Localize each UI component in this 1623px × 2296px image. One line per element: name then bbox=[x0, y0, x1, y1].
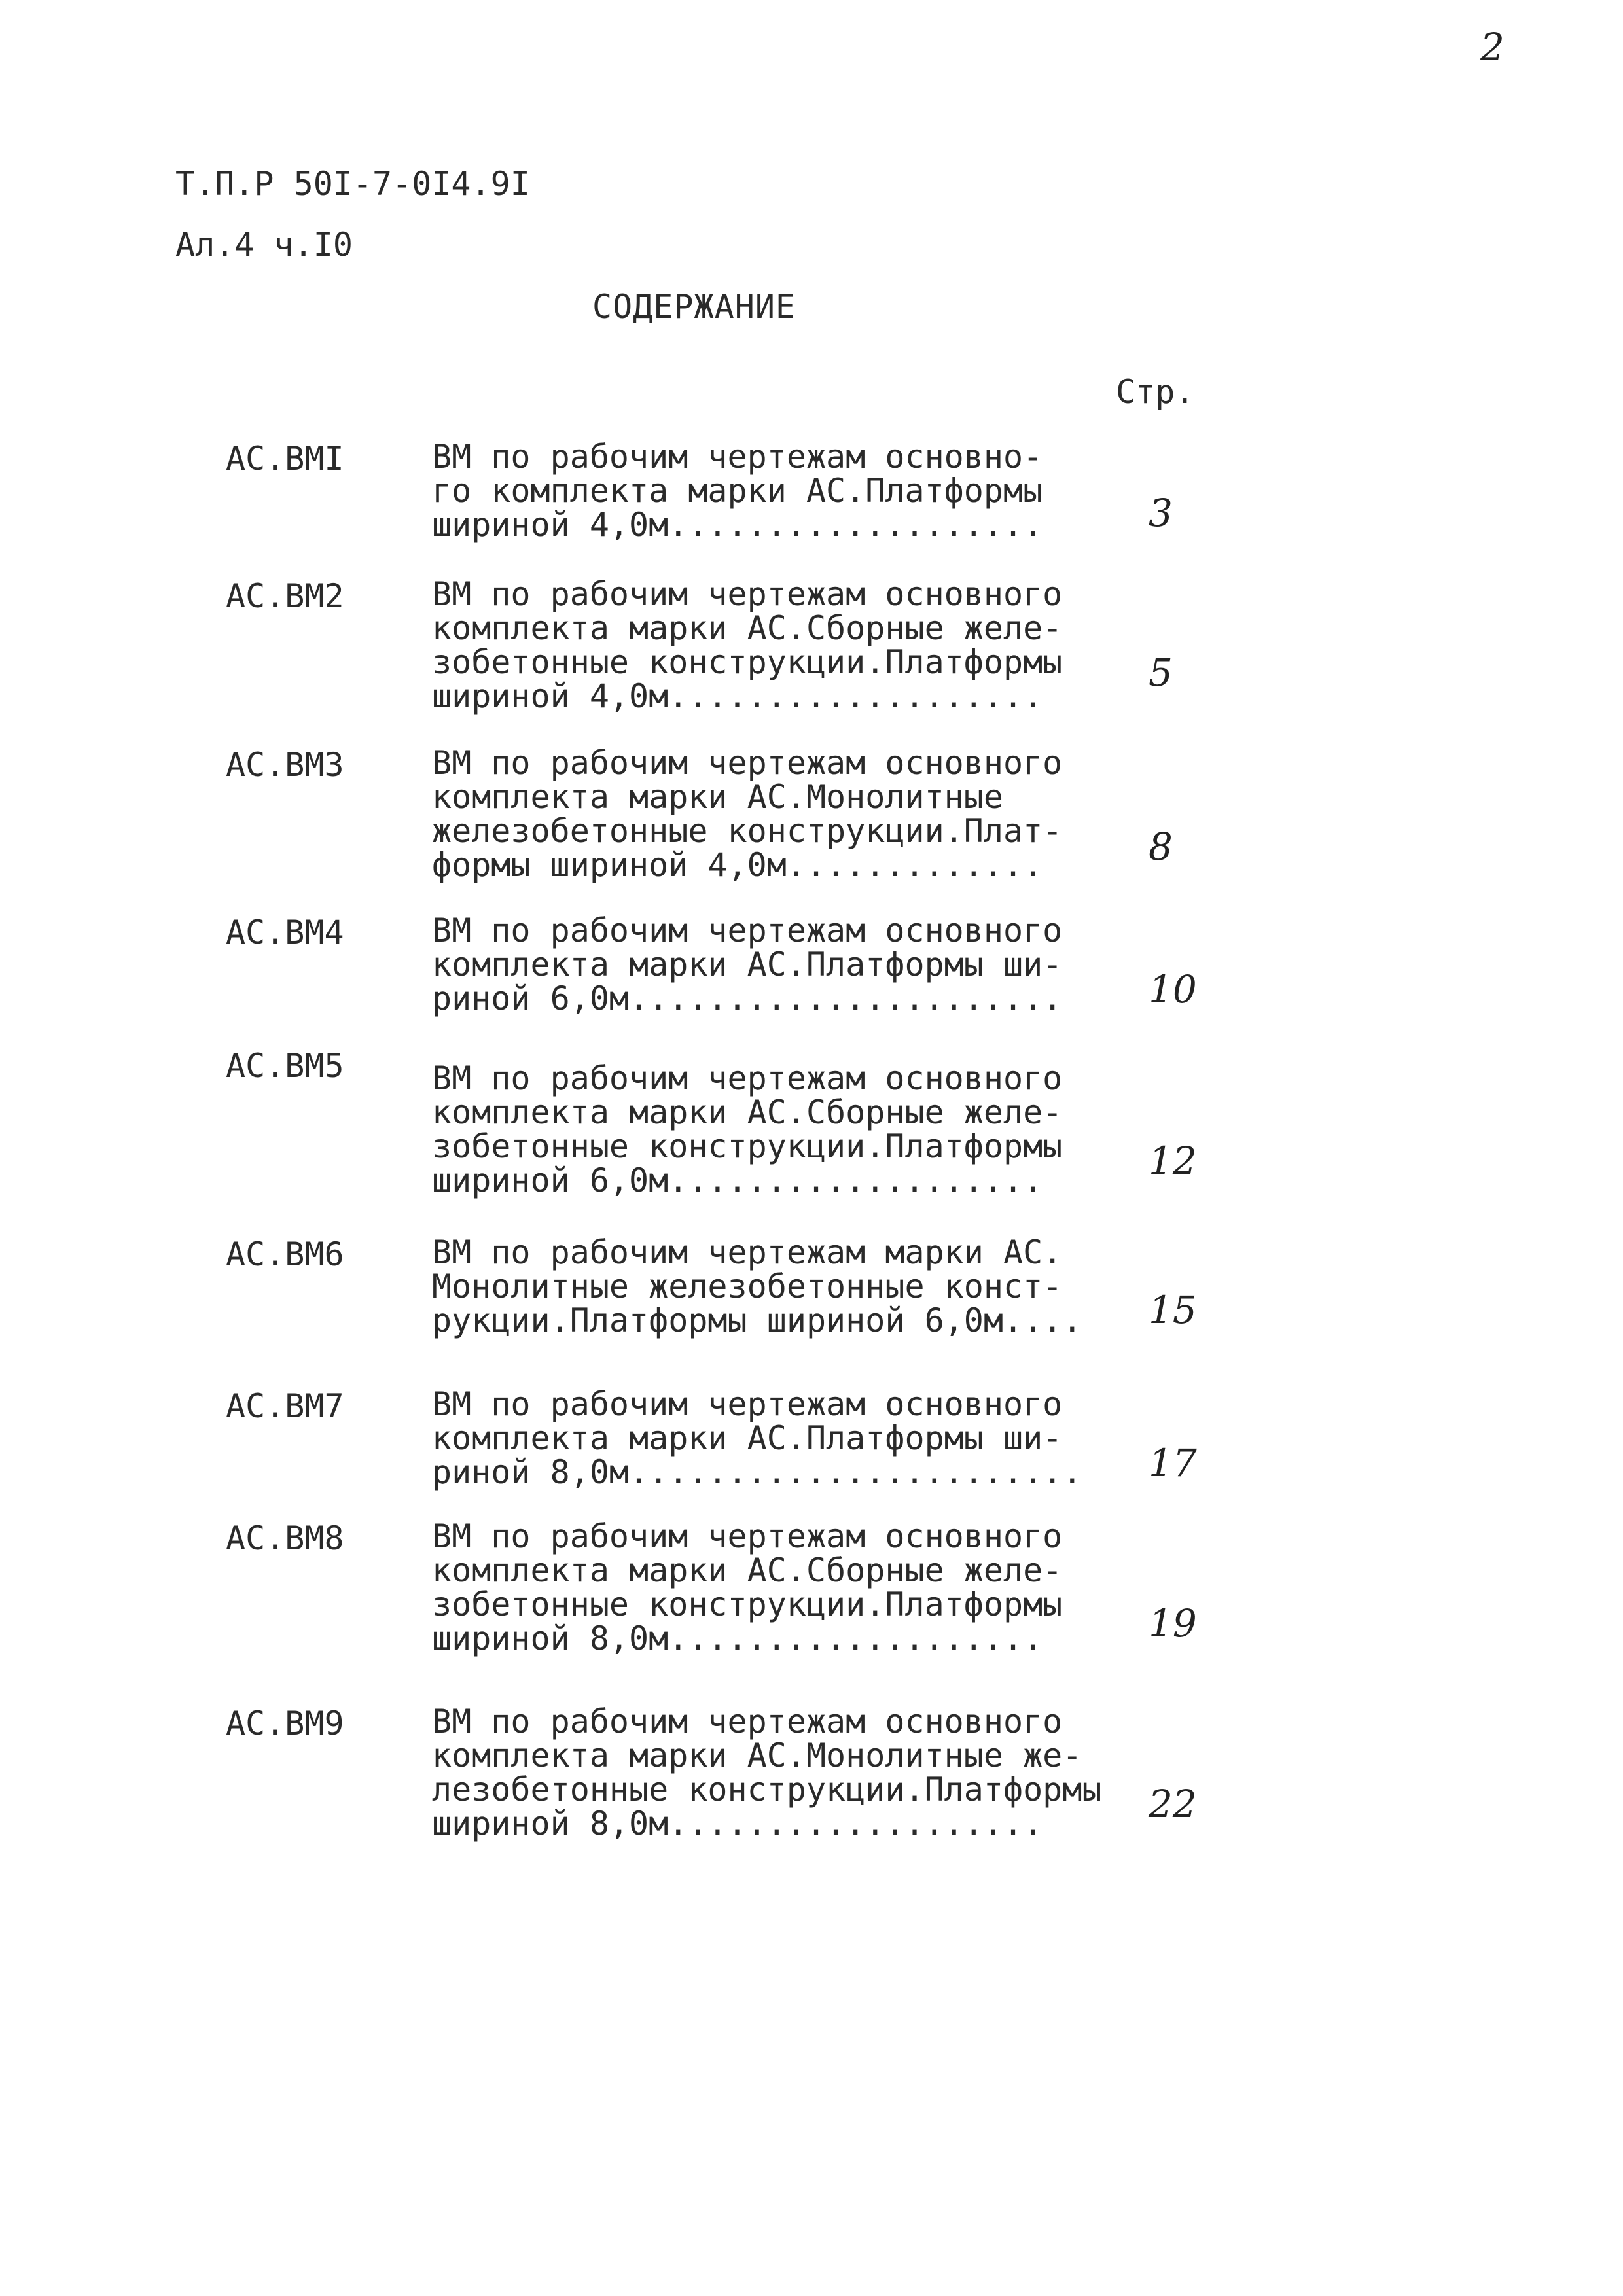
page-title: СОДЕРЖАНИЕ bbox=[592, 288, 796, 326]
document-album-part: Ал.4 ч.I0 bbox=[175, 226, 353, 264]
toc-entry-description: ВМ по рабочим чертежам основно- го комплекта марки АС.Платформы шириной 4,0м................... bbox=[432, 438, 1043, 544]
page-number: 2 bbox=[1480, 25, 1505, 69]
page-column-label: Стр. bbox=[1116, 373, 1195, 411]
toc-entry-page: 10 bbox=[1149, 967, 1197, 1012]
toc-entry-page: 22 bbox=[1149, 1782, 1197, 1826]
toc-entry-code: АС.ВМ4 bbox=[226, 913, 344, 951]
toc-entry-code: АС.ВМ3 bbox=[226, 746, 344, 784]
toc-entry-code: АС.ВМ7 bbox=[226, 1387, 344, 1425]
toc-entry-code: АС.ВМ8 bbox=[226, 1519, 344, 1557]
document-code: Т.П.Р 50I-7-0I4.9I bbox=[175, 165, 530, 203]
toc-entry-code: АС.ВМ5 bbox=[226, 1047, 344, 1085]
toc-entry-description: ВМ по рабочим чертежам основного комплекта марки АС.Сборные желе- зобетонные конструкции.Платформы шириной 8,0м................... bbox=[432, 1517, 1063, 1657]
toc-entry-page: 5 bbox=[1149, 650, 1173, 695]
toc-entry-page: 19 bbox=[1149, 1601, 1197, 1646]
toc-entry-description: ВМ по рабочим чертежам основного комплекта марки АС.Сборные желе- зобетонные конструкции.Платформы шириной 4,0м................... bbox=[432, 575, 1063, 715]
toc-entry-description: ВМ по рабочим чертежам основного комплекта марки АС.Монолитные железобетонные конструкции.Плат- формы шириной 4,0м............. bbox=[432, 744, 1063, 884]
toc-entry-page: 3 bbox=[1149, 491, 1173, 535]
toc-entry-description: ВМ по рабочим чертежам марки АС. Монолитные железобетонные конст- рукции.Платформы шириной 6,0м.... bbox=[432, 1233, 1082, 1339]
toc-entry-code: АС.ВМ6 bbox=[226, 1235, 344, 1273]
toc-entry-code: АС.ВМI bbox=[226, 440, 344, 478]
toc-entry-page: 17 bbox=[1149, 1441, 1197, 1485]
toc-entry-description: ВМ по рабочим чертежам основного комплекта марки АС.Монолитные же- лезобетонные конструкции.Платформы шириной 8,0м................... bbox=[432, 1703, 1102, 1843]
toc-entry-code: АС.ВМ9 bbox=[226, 1704, 344, 1742]
toc-entry-page: 12 bbox=[1149, 1139, 1197, 1183]
toc-entry-page: 15 bbox=[1149, 1288, 1197, 1332]
toc-entry-description: ВМ по рабочим чертежам основного комплекта марки АС.Платформы ши- риной 6,0м...................... bbox=[432, 911, 1063, 1017]
toc-entry-description: ВМ по рабочим чертежам основного комплекта марки АС.Платформы ши- риной 8,0м....................... bbox=[432, 1385, 1082, 1491]
toc-entry-description: ВМ по рабочим чертежам основного комплекта марки АС.Сборные желе- зобетонные конструкции.Платформы шириной 6,0м................... bbox=[432, 1059, 1063, 1199]
toc-entry-page: 8 bbox=[1149, 824, 1173, 869]
toc-entry-code: АС.ВМ2 bbox=[226, 577, 344, 615]
